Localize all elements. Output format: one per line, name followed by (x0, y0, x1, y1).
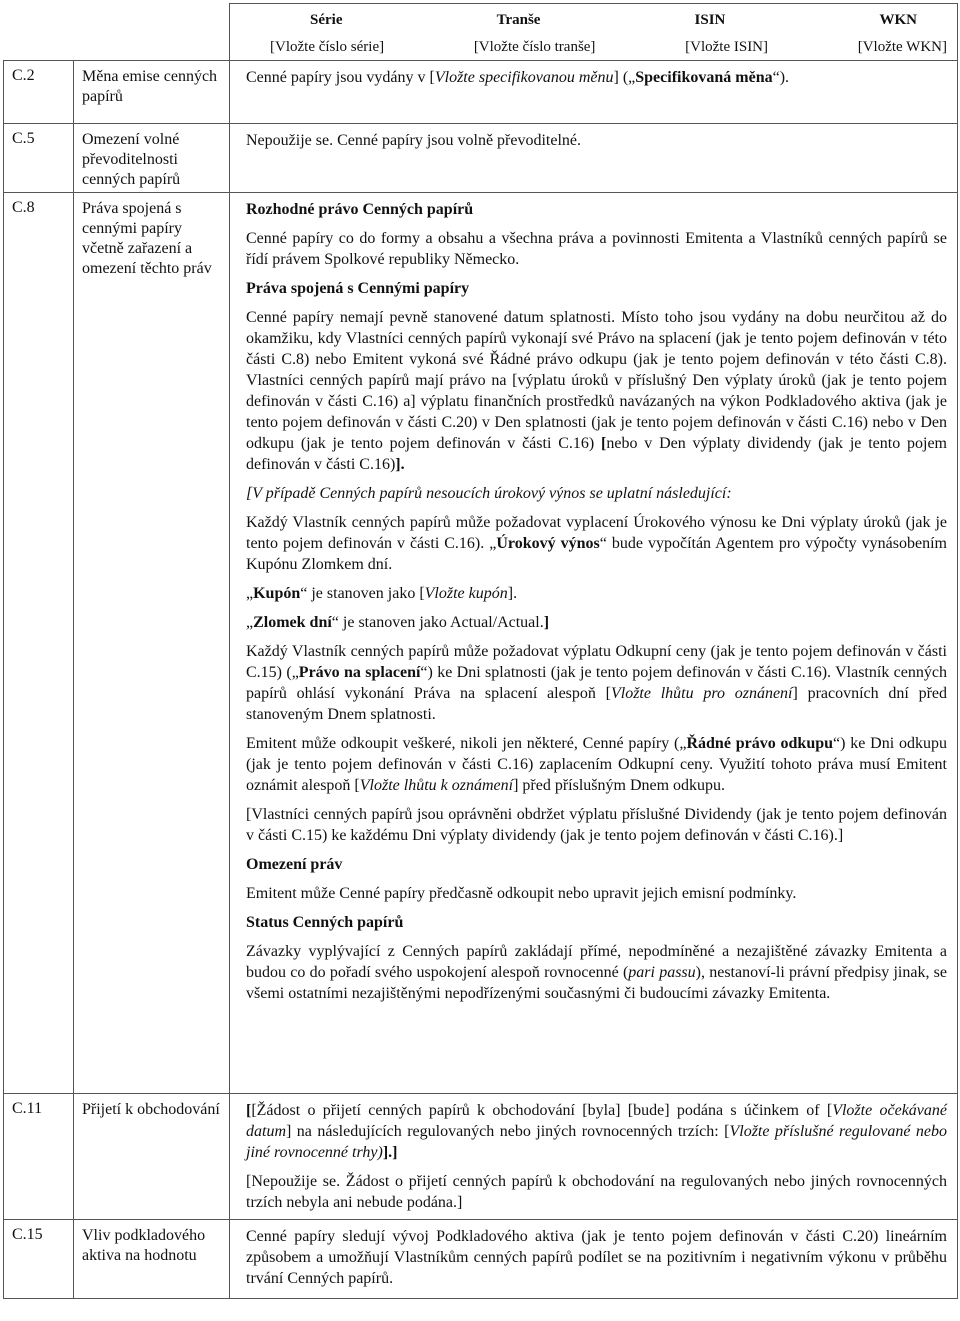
paragraph: Emitent může Cenné papíry předčasně odkoupit nebo upravit jejich emisní podmínky. (246, 885, 797, 902)
table-row (4, 193, 958, 1094)
section-code: C.15 (12, 1226, 43, 1243)
paragraph (246, 733, 947, 796)
placeholder-text: Vložte příslušné regulované nebo jiné rovnocenné trhy) (246, 1123, 947, 1161)
text: Každý Vlastník cenných papírů může požadovat vyplacení Úrokového výnosu ke Dni výplaty úroků (jak je tento pojem definován v části C.16). „ (246, 514, 947, 552)
bracket: ].] (382, 1144, 398, 1161)
section-code: C.2 (12, 67, 35, 84)
table-row (4, 124, 958, 193)
defined-term: Specifikovaná měna (635, 69, 773, 86)
placeholder-text: Vložte očekávané datum (246, 1102, 947, 1140)
defined-term: Úrokový výnos (496, 535, 600, 552)
text: “) ke Dni odkupu (jak je tento pojem definován v části C.16) zaplacením Odkupní ceny. Využití tohoto práva musí Emitent oznámit alespoň [ (246, 735, 947, 794)
text: ] před příslušným Dnem odkupu. (513, 777, 726, 794)
text: ] („ (613, 69, 636, 86)
section-code: C.11 (12, 1100, 43, 1117)
bracket: [ (601, 435, 607, 452)
paragraph: Nepoužije se. Cenné papíry jsou volně převoditelné. (246, 132, 582, 149)
text: Cenné papíry jsou vydány v [ (246, 69, 435, 86)
section-label: Měna emise cenných papírů (82, 68, 218, 105)
series-header-cell (230, 4, 958, 61)
subheading: Práva spojená s Cennými papíry (246, 280, 470, 297)
subheading: Rozhodné právo Cenných papírů (246, 201, 474, 218)
header-tranche: Tranše (496, 12, 541, 28)
table-row (4, 1220, 958, 1299)
section-content (230, 124, 957, 157)
text: Cenné papíry nemají pevně stanovené datum splatnosti. Místo toho jsou vydány na dobu neurčitou až do okamžiku, kdy Vlastníci cenných papírů vykonají své Právo na splacení (jak je tento pojem definován v této části C.8) nebo Emitent vykoná své Řádné právo odkupu (jak je tento pojem definován v této části C.8). Vlastníci cenných papírů mají právo na [výplatu úroků v příslušný Den výplaty úroků (jak je tento pojem definován v části C.16) a] výplatu finančních prostředků navázaných na výkon Podkladového aktiva (jak je tento pojem definován v části C.20) v Den splatnosti (jak je tento pojem definován v části C.16) nebo v Den odkupu (jak je tento pojem definován v části C.16) (246, 309, 947, 452)
section-content (230, 1094, 957, 1219)
paragraph (246, 612, 947, 633)
text: „ (246, 585, 254, 602)
header-wkn: WKN (879, 12, 917, 28)
section-code: C.5 (12, 130, 35, 147)
paragraph: Cenné papíry co do formy a obsahu a všechna práva a povinnosti Emitenta a Vlastníků cenných papírů se řídí právem Spolkové republiky Německo. (246, 230, 947, 268)
table-row (4, 61, 958, 124)
table-row (4, 1094, 958, 1220)
header-values (230, 29, 957, 56)
text: ] pracovních dní před stanoveným Dnem splatnosti. (246, 685, 948, 723)
defined-term: Kupón (253, 585, 301, 602)
section-label: Omezení volné převoditelnosti cenných papírů (82, 131, 181, 188)
paragraph: Cenné papíry sledují vývoj Podkladového aktiva (jak je tento pojem definován v části C.20) lineárním způsobem a umožňují Vlastníkům cenných papírů podílet se na pozitivním i negativním výkonu v průběhu trvání Cenných papírů. (246, 1228, 947, 1287)
paragraph (246, 307, 947, 475)
text: nebo v Den výplaty dividendy (jak je tento pojem definován v části C.16) (246, 435, 947, 473)
defined-term: Řádné právo odkupu (686, 735, 834, 752)
bracket: ]. (395, 456, 405, 473)
paragraph: [Nepoužije se. Žádost o přijetí cenných papírů k obchodování na regulovaných nebo jiných rovnocenných trzích nebyla ani nebude podána.] (246, 1173, 947, 1211)
placeholder-text: Vložte kupón (424, 585, 508, 602)
text: “) ke Dni splatnosti (jak je tento pojem definován v části C.16). Vlastník cenných papírů ohlásí vykonání Práva na splacení alespoň [ (246, 664, 947, 702)
header-row (4, 4, 958, 61)
text: “ je stanoven jako [ (300, 585, 425, 602)
section-label: Práva spojená s cennými papíry včetně zařazení a omezení těchto práv (82, 200, 212, 277)
text: “ je stanoven jako Actual/Actual. (331, 614, 544, 631)
placeholder-text: Vložte specifikovanou měnu (434, 69, 614, 86)
section-content (230, 1220, 957, 1295)
value-series: [Vložte číslo série] (270, 39, 385, 55)
text: Každý Vlastník cenných papírů může požadovat výplatu Odkupní ceny (jak je tento pojem definován v části C.15) („ (246, 643, 947, 681)
placeholder-text: Vložte lhůtu k oznámení (359, 777, 514, 794)
defined-term: Právo na splacení (298, 664, 421, 681)
defined-term: Zlomek dní (253, 614, 332, 631)
value-wkn: [Vložte WKN] (857, 39, 947, 55)
placeholder-text: Vložte lhůtu pro oznánení (610, 685, 793, 702)
text: Závazky vyplývající z Cenných papírů zakládají přímé, nepodmíněné a nezajištěné závazky Emitenta a budou co do pořadí svého uspokojení alespoň rovnocenné ( (246, 943, 947, 981)
text: ] na následujících regulovaných nebo jiných rovnocenných trzích: [ (286, 1123, 730, 1140)
latin-term: pari passu (628, 964, 696, 981)
section-label: Přijetí k obchodování (82, 1101, 220, 1118)
text: “). (772, 69, 790, 86)
text: ), nestanoví-li právní předpisy jinak, se všemi ostatními nezajištěnými nepodřízenými současnými či budoucími závazky Emitenta. (246, 964, 948, 1002)
subheading: Omezení práv (246, 856, 343, 873)
text: „ (246, 614, 254, 631)
text: ]. (507, 585, 518, 602)
header-labels (230, 4, 957, 29)
text: “ bude vypočítán Agentem pro výpočty vynásobením Kupónu Zlomkem dní. (246, 535, 948, 573)
paragraph (246, 512, 947, 575)
paragraph: [[Žádost o přijetí cenných papírů k obchodování [byla] [bude] podána s účinkem of [Vložte očekávané datum] na následujících regulovaných nebo jiných rovnocenných trzích: [Vložte příslušné regulované nebo jiné rovnocenné trhy)].] (246, 1102, 947, 1161)
value-tranche: [Vložte číslo tranše] (473, 39, 596, 55)
section-content (230, 193, 957, 1010)
section-label: Vliv podkladového aktiva na hodnotu (82, 1227, 206, 1264)
value-isin: [Vložte ISIN] (685, 39, 769, 55)
paragraph (246, 583, 947, 604)
bracket: ] (543, 614, 550, 631)
paragraph: [Vlastníci cenných papírů jsou oprávněni obdržet výplatu příslušné Dividendy (jak je tento pojem definován v části C.15) ke každému Dni výplaty dividendy (jak je tento pojem definován v části C.16).] (246, 806, 947, 844)
summary-table (3, 3, 958, 1299)
conditional-note: [V případě Cenných papírů nesoucích úrokový výnos se uplatní následující: (246, 485, 732, 502)
paragraph (246, 641, 947, 725)
header-series: Série (310, 12, 343, 28)
text: Emitent může odkoupit veškeré, nikoli jen některé, Cenné papíry („ (246, 735, 687, 752)
section-code: C.8 (12, 199, 35, 216)
paragraph (246, 941, 947, 1004)
subheading: Status Cenných papírů (246, 914, 404, 931)
header-isin: ISIN (694, 12, 726, 28)
section-content (230, 61, 957, 94)
text: [Žádost o přijetí cenných papírů k obchodování [byla] [bude] podána s účinkem of [ (251, 1102, 833, 1119)
